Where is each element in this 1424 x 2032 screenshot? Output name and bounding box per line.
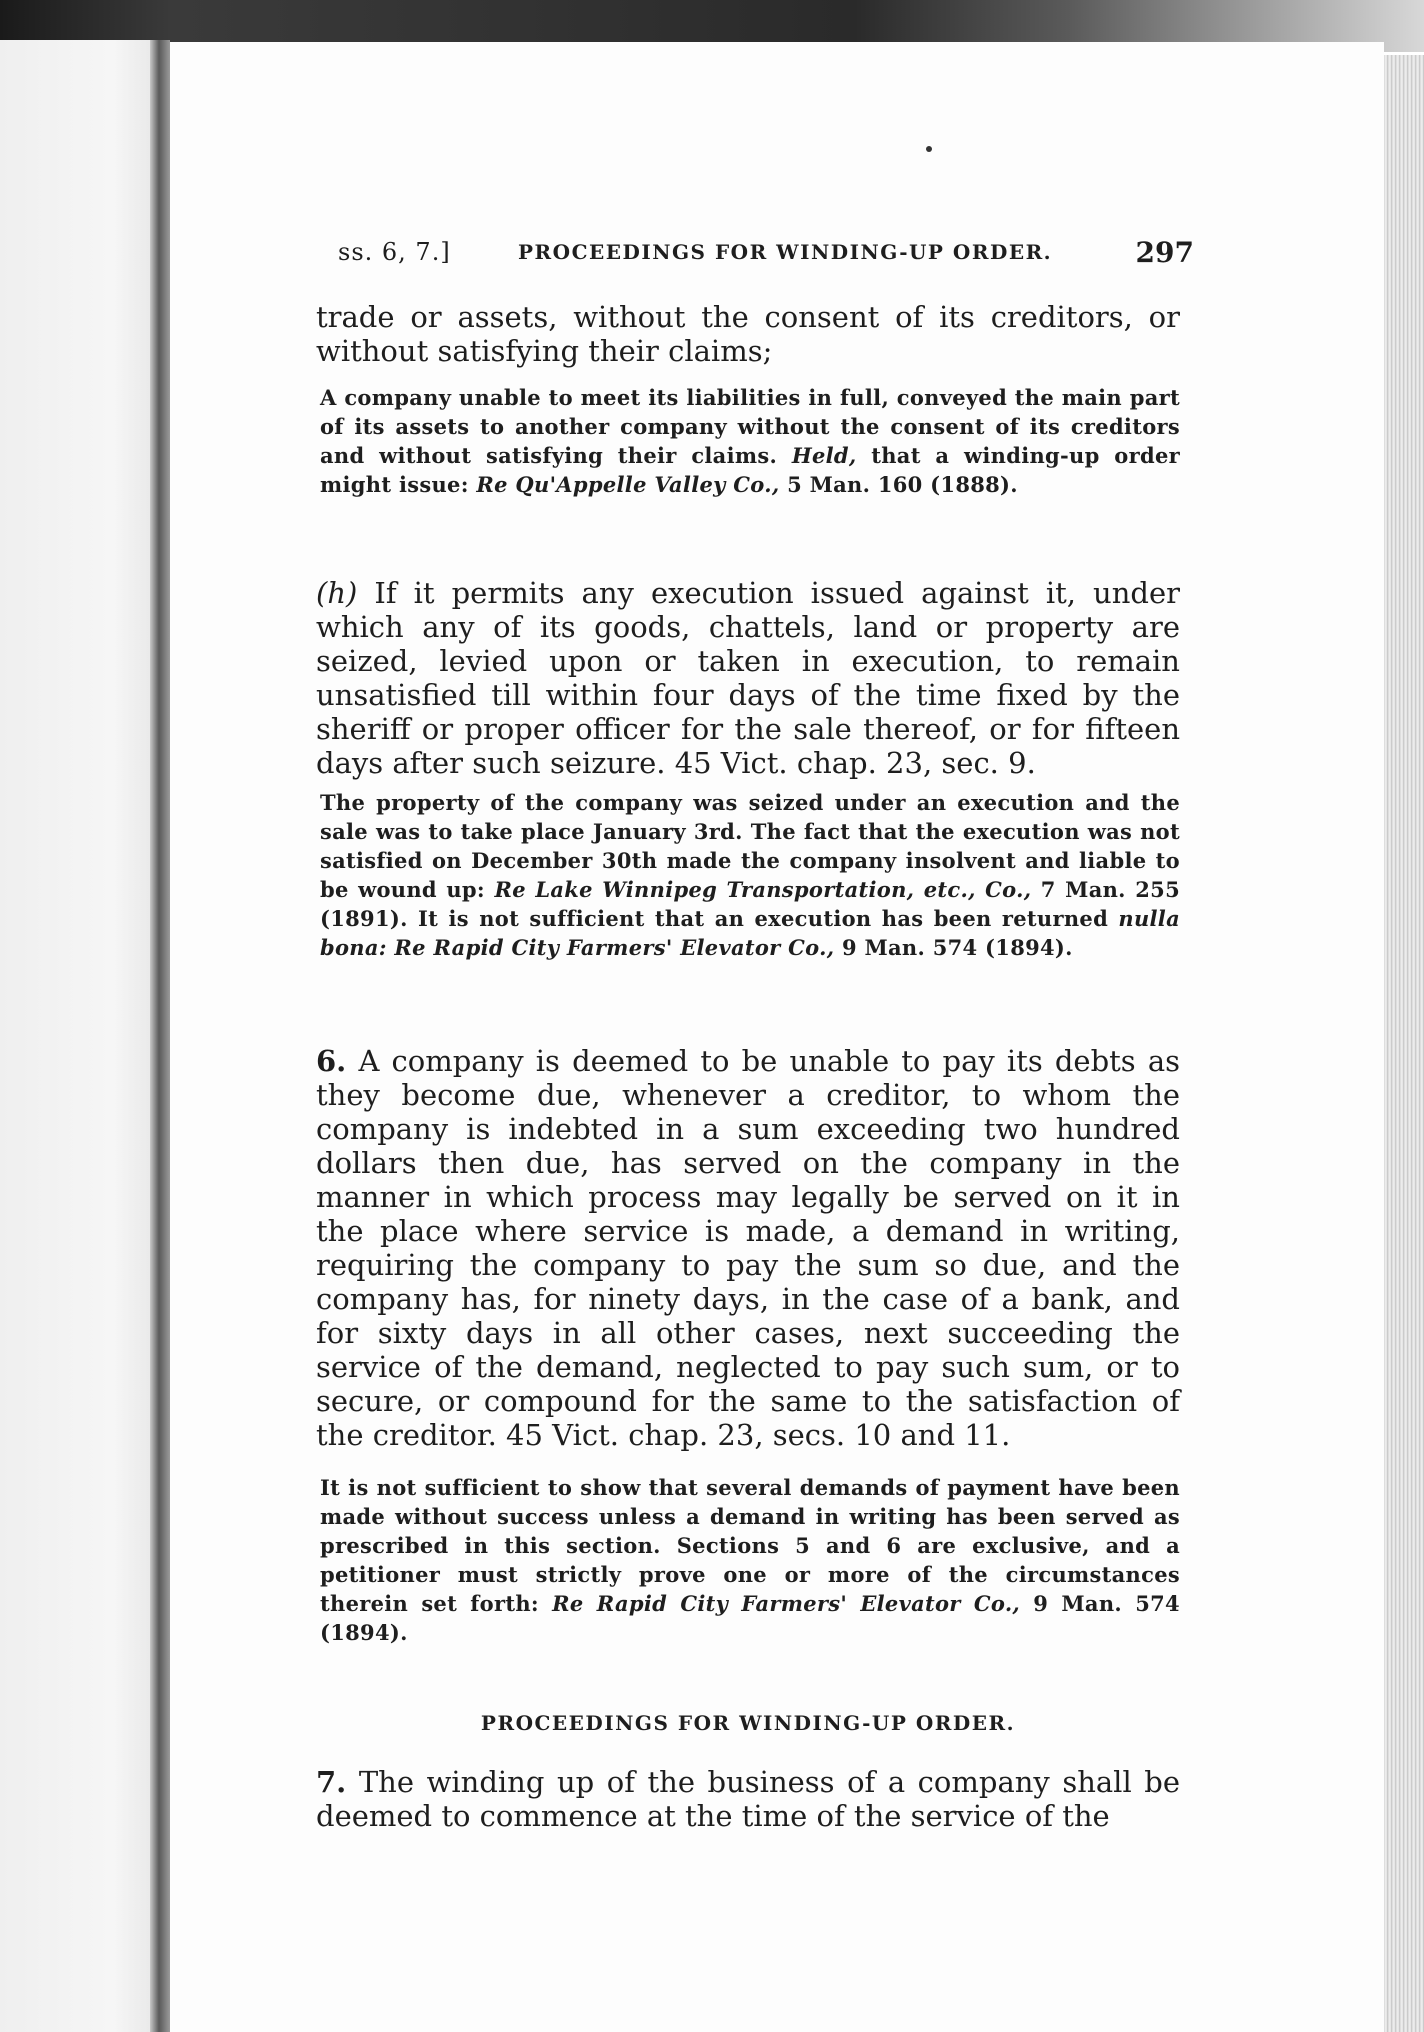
clause-text: If it permits any execution issued against it, under which any of its goods, chattels, land or property are seized, levied upon or taken in execution, to remain unsatisfied till within four days of the time fixed by the sheriff or proper officer for the sale thereof, or for fifteen days after such seizure. 45 Vict. chap. 23, sec. 9.: [316, 576, 1180, 780]
note-held: Held,: [791, 443, 857, 468]
section-text: The winding up of the business of a company shall be deemed to commence at the time of the service of the: [316, 1765, 1181, 1833]
note-text: A company unable to meet its liabilities in full, conveyed the main part of its assets to another company without the consent of its creditors and without satisfying their claims.: [320, 385, 1180, 468]
section-6: [316, 1044, 1180, 1452]
paragraph-text: trade or assets, without the consent of its creditors, or without satisfying their claims;: [316, 300, 1180, 368]
note-case-1: Re Lake Winnipeg Transportation, etc., Co.,: [494, 877, 1032, 902]
header-section-ref: ss. 6, 7.]: [338, 238, 451, 266]
annotation-note-3: [320, 1473, 1180, 1647]
note-text-2: that a winding-up order might issue:: [320, 443, 1180, 497]
note-cite-1: 7 Man. 255 (1891). It is not sufficient that an execution has been returned: [320, 877, 1180, 931]
note-cite: 9 Man. 574 (1894).: [320, 1591, 1180, 1645]
note-case: Re Rapid City Farmers' Elevator Co.,: [552, 1591, 1021, 1616]
note-nulla-bona: nulla bona: [320, 906, 1180, 960]
section-text: A company is deemed to be unable to pay its debts as they become due, whenever a creditor, to whom the company is indebted in a sum exceeding two hundred dollars then due, has served on the company in the manner in which process may legally be served on it in the place where service is made, a demand in writing, requiring the company to pay the sum so due, and the company has, for ninety days, in the case of a bank, and for sixty days in all other cases, next succeeding the service of the demand, neglected to pay such sum, or to secure, or compound for the same to the satisfaction of the creditor. 45 Vict. chap. 23, secs. 10 and 11.: [316, 1044, 1181, 1452]
note-text: The property of the company was seized under an execution and the sale was to take place January 3rd. The fact that the execution was not satisfied on December 30th made the company insolvent and liable to be wound up:: [320, 790, 1180, 902]
section-heading: PROCEEDINGS FOR WINDING-UP ORDER.: [480, 1711, 1016, 1735]
note-cite-2: 9 Man. 574 (1894).: [841, 935, 1073, 960]
running-header: [338, 238, 1194, 278]
ink-dot: [926, 146, 932, 152]
section-7: [316, 1765, 1180, 1833]
clause-label: (h): [316, 576, 358, 610]
annotation-note-1: [320, 383, 1180, 499]
section-number: 7.: [316, 1765, 347, 1799]
annotation-note-2: [320, 788, 1180, 962]
note-case: Re Qu'Appelle Valley Co.,: [476, 472, 780, 497]
book-gutter: [150, 40, 170, 2032]
note-cite: 5 Man. 160 (1888).: [787, 472, 1018, 497]
paragraph-h: [316, 576, 1180, 780]
section-number: 6.: [316, 1044, 347, 1078]
page-stack-edge: [1384, 55, 1424, 2032]
header-title: PROCEEDINGS FOR WINDING-UP ORDER.: [518, 240, 1053, 264]
note-case-2: : Re Rapid City Farmers' Elevator Co.,: [378, 935, 835, 960]
note-text: It is not sufficient to show that several demands of payment have been made without success unless a demand in writing has been served as prescribed in this section. Sections 5 and 6 are exclusive, and a petitioner must strictly prove one or more of the circumstances therein set forth:: [320, 1475, 1180, 1616]
paragraph-continuation: [316, 300, 1180, 368]
left-page-edge: [0, 40, 162, 2032]
page-number: 297: [1135, 236, 1194, 269]
